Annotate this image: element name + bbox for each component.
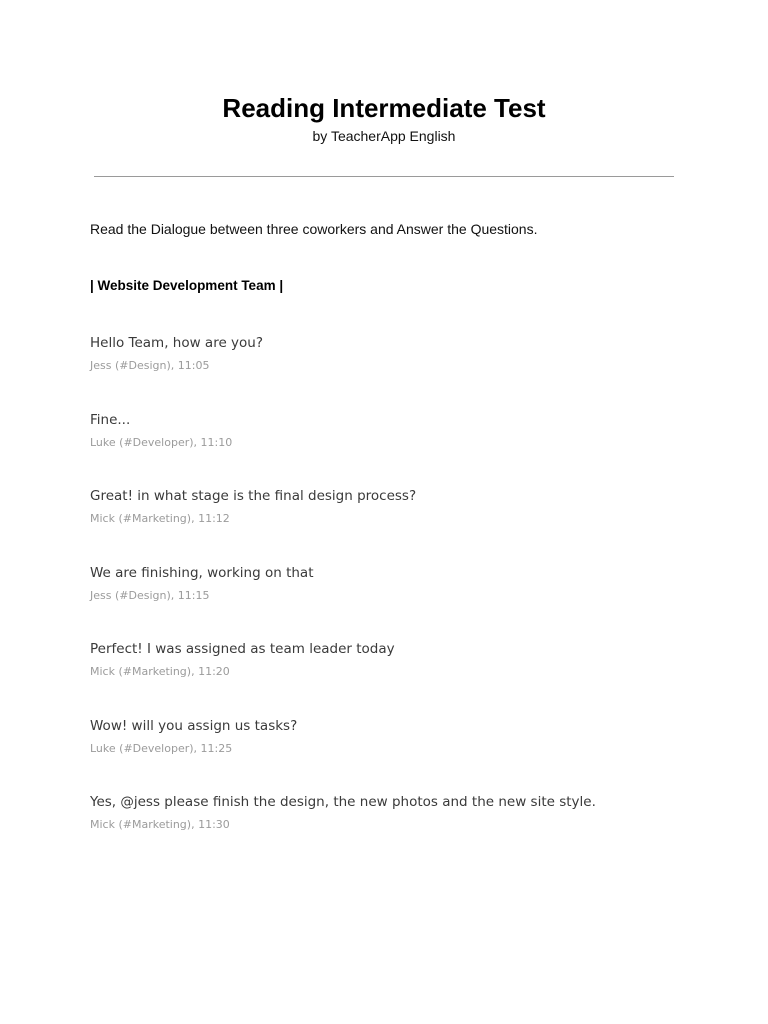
message-meta: Jess (#Design), 11:15 [90,588,210,602]
message-meta: Jess (#Design), 11:05 [90,359,210,372]
document-header [0,92,768,145]
document-content [90,220,690,870]
dialogue-message [90,640,690,717]
dialogue-message [90,564,690,641]
message-text: Wow! will you assign us tasks? [90,717,298,734]
dialogue-list [90,334,690,870]
page-title: Reading Intermediate Test [222,93,546,123]
message-meta: Luke (#Developer), 11:25 [90,741,233,755]
dialogue-message [90,487,690,564]
dialogue-message [90,334,690,411]
message-meta: Mick (#Marketing), 11:20 [90,665,230,678]
dialogue-message [90,411,690,488]
message-meta: Luke (#Developer), 11:10 [90,435,233,449]
team-heading: | Website Development Team | [90,278,284,293]
message-text: We are finishing, working on that [90,564,314,581]
message-text: Hello Team, how are you? [90,335,264,351]
message-meta: Mick (#Marketing), 11:12 [90,512,230,525]
page-subtitle: by TeacherApp English [312,128,456,144]
dialogue-message [90,717,690,794]
message-text: Yes, @jess please finish the design, the new photos and the new site style. [90,794,596,810]
header-divider [94,176,674,177]
message-text: Fine... [90,411,131,428]
message-meta: Mick (#Marketing), 11:30 [90,818,230,831]
message-text: Perfect! I was assigned as team leader today [90,641,395,657]
message-text: Great! in what stage is the final design process? [90,488,417,504]
instruction-text: Read the Dialogue between three coworkers and Answer the Questions. [90,221,538,237]
dialogue-message [90,793,690,870]
